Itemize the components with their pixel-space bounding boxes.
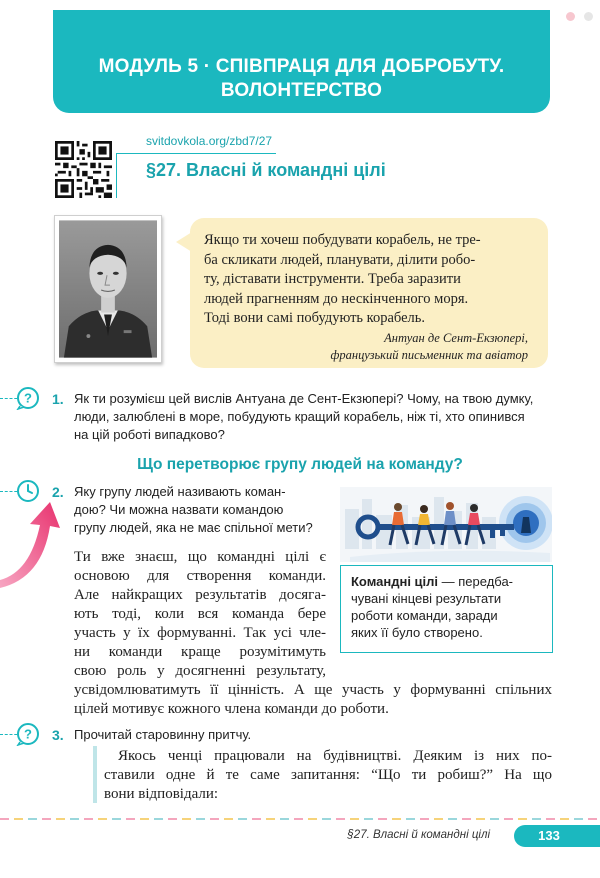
- decorative-dash: [434, 818, 443, 820]
- decorative-dash: [504, 818, 513, 820]
- paragraph-line: усвідомлюватимуть її цінність. А ще участь у формуванні спільних: [74, 682, 552, 698]
- decorative-dash: [406, 818, 415, 820]
- paragraph-line: ни команди краще розумітимуть: [74, 644, 326, 660]
- module-title-line2: ВОЛОНТЕРСТВО: [220, 80, 383, 101]
- question-1-line: Як ти розумієш цей вислів Антуана де Сент-Екзюпері? Чому, на твою думку,: [74, 391, 534, 406]
- decorative-dash: [56, 818, 65, 820]
- paragraph-line: основою для створення команди.: [74, 568, 326, 584]
- question-1-text: [74, 390, 533, 444]
- portrait-photo: [54, 215, 162, 363]
- quote-line: Якщо ти хочеш побудувати корабель, не тре-: [204, 232, 481, 248]
- footer-section-title: §27. Власні й командні цілі: [347, 829, 490, 841]
- question-1-line: люди, залюблені в море, побудують кращий корабель, ніж ті, хто опинився: [74, 409, 525, 424]
- decorative-dash: [476, 818, 485, 820]
- decorative-dash: [560, 818, 569, 820]
- decorative-dash: [98, 818, 107, 820]
- decorative-dash: [364, 818, 373, 820]
- paragraph-line: свою роль у досягненні результату,: [74, 663, 326, 679]
- definition-term: Командні цілі: [351, 574, 439, 589]
- definition-box: [340, 565, 553, 653]
- main-paragraph-narrow: [74, 548, 326, 681]
- parable-line: ставили одне й те саме запитання: “Що ти робиш?” На що: [104, 767, 552, 783]
- decorative-dash: [210, 818, 219, 820]
- decorative-dash: [238, 818, 247, 820]
- question-2-line: Яку групу людей називають коман-: [74, 484, 286, 499]
- paragraph-line: участь у їх формуванні. Так усі чле-: [74, 625, 326, 641]
- decorative-dash: [490, 818, 499, 820]
- definition-text: — передба-: [438, 574, 514, 589]
- section-title: §27. Власні й командні цілі: [146, 160, 386, 180]
- decorative-dash: [154, 818, 163, 820]
- decorative-dash: [224, 818, 233, 820]
- question-3-text: Прочитай старовинну притчу.: [74, 727, 252, 742]
- qr-code-icon[interactable]: [55, 141, 112, 198]
- quote-line: ба скликати людей, планувати, ділити робо-: [204, 251, 476, 268]
- quote-line: ту, діставати інструменти. Треба заразити: [204, 271, 461, 287]
- quote-box: [190, 218, 548, 368]
- decorative-dash: [420, 818, 429, 820]
- quote-author: [204, 330, 538, 364]
- decorative-dash: [126, 818, 135, 820]
- quote-line: людей прагненням до нескінченного моря.: [204, 290, 469, 307]
- definition-text: чувані кінцеві результати: [351, 591, 502, 606]
- decorative-dash: [140, 818, 149, 820]
- parable-line: Якось ченці працювали на будівництві. Деяким із них по-: [118, 748, 552, 764]
- qr-vertical-line: [116, 153, 117, 198]
- paragraph-line: Ти вже знаєш, що командні цілі є: [74, 549, 326, 565]
- decorative-dash: [28, 818, 37, 820]
- decorative-dash: [252, 818, 261, 820]
- question-1-line: на цій роботі випадково?: [74, 427, 225, 442]
- quote-author-name: Антуан де Сент-Екзюпері,: [384, 330, 528, 345]
- decorative-dash: [378, 818, 387, 820]
- decorative-dash: [518, 818, 527, 820]
- quote-author-description: французький письменник та авіатор: [330, 347, 528, 362]
- question-bubble-icon: [16, 386, 40, 410]
- decorative-dash: [336, 818, 345, 820]
- question-bubble-icon: [16, 722, 40, 746]
- paragraph-line: ють тоді, коли вся команда бере: [74, 606, 326, 622]
- decorative-dash: [462, 818, 471, 820]
- portrait-image: [59, 220, 157, 358]
- decorative-dash: [322, 818, 331, 820]
- section-link[interactable]: svitdovkola.org/zbd7/27: [146, 134, 273, 148]
- decorative-dash: [448, 818, 457, 820]
- question-2-line: дою? Чи можна назвати командою: [74, 502, 284, 517]
- paragraph-line: Але найкращих результатів досяга-: [74, 587, 326, 603]
- decorative-dash: [168, 818, 177, 820]
- svg-text:?: ?: [24, 390, 32, 406]
- decorative-dash: [574, 818, 583, 820]
- curved-arrow-icon: [0, 500, 80, 590]
- quote-line: Тоді вони самі побудують корабель.: [204, 310, 426, 326]
- module-banner: [53, 10, 550, 113]
- team-key-illustration: [340, 487, 552, 562]
- decorative-dash: [280, 818, 289, 820]
- parable-side-bar: [93, 746, 97, 803]
- parable-text: [104, 747, 552, 804]
- question-1-number: 1.: [52, 391, 64, 407]
- decorative-dash: [350, 818, 359, 820]
- decorative-dash: [266, 818, 275, 820]
- decorative-dash: [84, 818, 93, 820]
- decorative-dash: [14, 818, 23, 820]
- question-2-line: групу людей, яка не має спільної мети?: [74, 520, 313, 535]
- question-2-text: [74, 483, 313, 537]
- definition-text: яких її було створено.: [351, 625, 483, 640]
- parable-line: вони відповідали:: [104, 786, 219, 802]
- page-number: 133: [514, 825, 600, 847]
- subheading: Що перетворює групу людей на команду?: [137, 456, 463, 473]
- svg-text:?: ?: [24, 726, 32, 742]
- question-2-number: 2.: [52, 484, 64, 500]
- paragraph-line: цілей мотивує кожного члена команди до роботи.: [74, 701, 389, 717]
- decorative-dash: [546, 818, 555, 820]
- decorative-dash: [392, 818, 401, 820]
- decorative-dash: [196, 818, 205, 820]
- bottom-decorative-dashes: [0, 818, 600, 821]
- decorative-dash: [308, 818, 317, 820]
- decorative-dash: [294, 818, 303, 820]
- decorative-dash: [182, 818, 191, 820]
- main-paragraph-wide: [74, 681, 552, 719]
- decorative-dash: [112, 818, 121, 820]
- module-title-line1: МОДУЛЬ 5 · СПІВПРАЦЯ ДЛЯ ДОБРОБУТУ.: [98, 56, 505, 77]
- decorative-dash: [588, 818, 597, 820]
- decorative-dash: [0, 818, 9, 820]
- decorative-dash: [42, 818, 51, 820]
- definition-text: роботи команди, заради: [351, 608, 498, 623]
- decorative-dash: [532, 818, 541, 820]
- qr-divider-line: [116, 153, 276, 154]
- decorative-dash: [70, 818, 79, 820]
- question-3-number: 3.: [52, 727, 64, 743]
